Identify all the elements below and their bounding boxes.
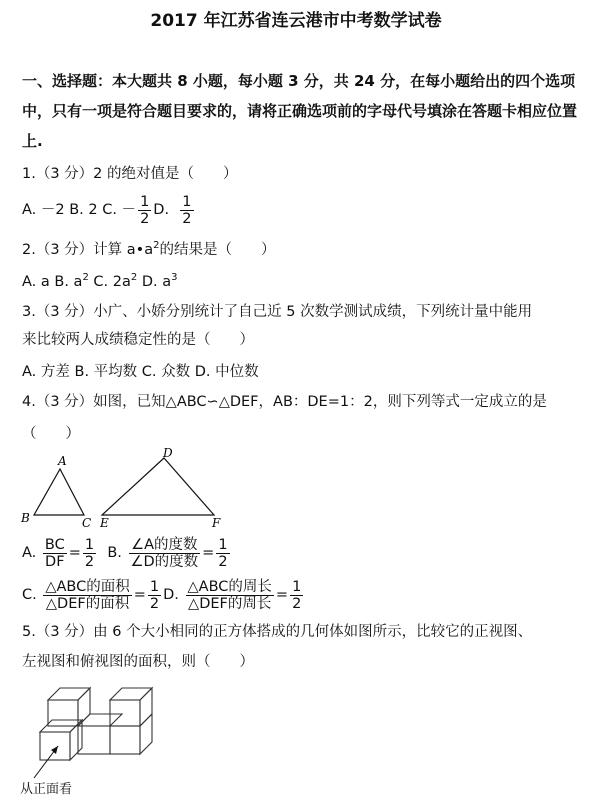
cube-top-face <box>78 714 122 726</box>
q4-option-b-label: B. <box>107 545 122 561</box>
q2-stem-text: 2.（3 分）计算 a•a <box>22 241 154 258</box>
frac-num: BC <box>44 536 65 553</box>
q4-option-a-fraction <box>43 537 67 570</box>
figure-caption: 从正面看 <box>20 782 73 797</box>
frac-den: 2 <box>84 553 95 570</box>
frac-num: 1 <box>292 578 302 595</box>
question-1-stem: 1.（3 分）2 的绝对值是（ ） <box>22 166 238 182</box>
q1-option-c-fraction <box>138 194 151 227</box>
cube-front-face <box>48 700 78 726</box>
similar-triangles-figure <box>14 444 254 534</box>
q4-option-b-ratio <box>216 537 229 570</box>
frac-den: △DEF的周长 <box>188 595 272 612</box>
question-2-stem <box>22 236 275 260</box>
q4-option-b-fraction <box>129 537 201 570</box>
label-e: E <box>100 516 109 530</box>
question-4-options-ab <box>22 536 232 570</box>
cube-side-face <box>140 714 152 754</box>
q1-option-d-label: D. <box>153 202 170 218</box>
q4-option-c-fraction <box>43 579 131 612</box>
question-4-options-cd <box>22 578 305 612</box>
cube-front-face <box>110 726 140 754</box>
q4-option-d-label: D. <box>163 587 179 603</box>
equals-sign: = <box>202 545 215 561</box>
frac-num: ∠A的度数 <box>131 536 198 553</box>
section-heading: 一、选择题：本大题共 8 小题，每小题 3 分，共 24 分，在每小题给出的四个选项中，只有一项是符合题目要求的，请将正确选项前的字母代号填涂在答题卡相应位置上. <box>22 72 578 150</box>
question-5-stem-line1: 5.（3 分）由 6 个大小相同的正方体搭成的几何体如图所示，比较它的正视图、 <box>22 624 533 640</box>
frac-den: △DEF的面积 <box>45 595 130 612</box>
label-c: C <box>82 516 92 530</box>
q4-option-d-ratio <box>290 579 303 612</box>
frac-den: 2 <box>292 595 302 612</box>
q4-option-a-label: A. <box>22 545 37 561</box>
frac-den: DF <box>45 553 65 570</box>
label-a: A <box>58 454 67 468</box>
frac-den: 2 <box>182 210 192 227</box>
cubes-figure <box>18 680 168 780</box>
q4-option-c-label: C. <box>22 587 37 603</box>
frac-num: 1 <box>149 578 160 595</box>
exponent: 2 <box>153 240 160 251</box>
exponent: 2 <box>82 272 89 283</box>
frac-num: 1 <box>140 193 150 210</box>
label-b: B <box>21 511 30 525</box>
q2-stem-text: 的结果是（ ） <box>159 241 276 258</box>
triangle-abc <box>34 469 84 515</box>
q1-option-d-fraction <box>180 194 193 227</box>
cube-front-face <box>40 732 70 760</box>
arrow-head-icon <box>51 746 58 754</box>
q2-option-text: C. 2a <box>88 273 131 290</box>
question-4-stem-line2: （ ） <box>22 426 80 442</box>
exponent: 2 <box>130 272 138 283</box>
question-3-options: A. 方差 B. 平均数 C. 众数 D. 中位数 <box>22 364 259 380</box>
question-1-options <box>22 192 196 228</box>
equals-sign: = <box>133 587 146 603</box>
q2-option-text: A. a B. a <box>22 273 83 290</box>
frac-num: △ABC的面积 <box>45 578 130 595</box>
label-d: D <box>163 446 173 460</box>
frac-num: 1 <box>218 536 228 553</box>
frac-num: 1 <box>182 193 192 210</box>
frac-num: △ABC的周长 <box>187 578 272 595</box>
frac-den: 2 <box>218 553 228 570</box>
frac-den: 2 <box>140 210 150 227</box>
frac-num: 1 <box>84 536 95 553</box>
question-4-stem-line1: 4.（3 分）如图，已知△ABC∽△DEF，AB：DE=1：2，则下列等式一定成立的是 <box>22 394 547 410</box>
q2-option-text: D. a <box>137 273 172 290</box>
question-2-options <box>22 268 178 292</box>
label-f: F <box>212 516 221 530</box>
question-3-stem-line1: 3.（3 分）小广、小娇分别统计了自己近 5 次数学测试成绩，下列统计量中能用 <box>22 304 533 320</box>
equals-sign: = <box>68 545 81 561</box>
q1-options-ab: A. －2 B. 2 C. － <box>22 202 137 218</box>
page-title: 2017 年江苏省连云港市中考数学试卷 <box>150 11 442 31</box>
equals-sign: = <box>275 587 289 603</box>
frac-den: 2 <box>149 595 160 612</box>
exponent: 3 <box>171 272 178 283</box>
question-5-stem-line2: 左视图和俯视图的面积，则（ ） <box>22 654 254 670</box>
frac-den: ∠D的度数 <box>130 553 199 570</box>
triangle-def <box>102 458 214 515</box>
question-3-stem-line2: 来比较两人成绩稳定性的是（ ） <box>22 332 254 348</box>
cube-front-face <box>78 726 110 754</box>
q4-option-d-fraction <box>186 579 274 612</box>
q4-option-c-ratio <box>148 579 161 612</box>
q4-option-a-ratio <box>83 537 96 570</box>
